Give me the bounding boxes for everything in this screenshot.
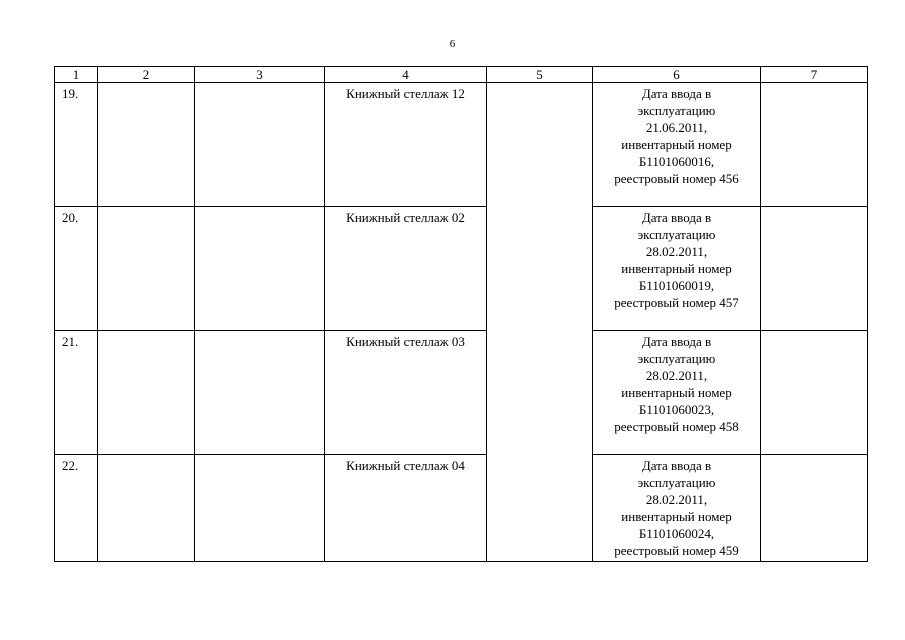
- item-details: [593, 207, 761, 331]
- empty-cell: [761, 207, 868, 331]
- empty-cell: [98, 83, 195, 207]
- empty-cell: [761, 331, 868, 455]
- item-details: [593, 83, 761, 207]
- detail-line: Б1101060019,: [638, 278, 715, 293]
- detail-line: реестровый номер 458: [614, 419, 739, 434]
- column-header: 3: [195, 67, 325, 83]
- empty-cell: [98, 207, 195, 331]
- column-header: 7: [761, 67, 868, 83]
- empty-cell: [195, 83, 325, 207]
- row-number: 19.: [55, 83, 98, 207]
- column-header: 2: [98, 67, 195, 83]
- empty-cell: [98, 331, 195, 455]
- detail-line: реестровый номер 457: [614, 295, 739, 310]
- detail-line: инвентарный номер: [621, 261, 732, 276]
- row-number: 20.: [55, 207, 98, 331]
- table-row: [55, 331, 868, 455]
- empty-cell: [98, 455, 195, 562]
- empty-cell: [195, 207, 325, 331]
- merged-column-5-cell: [487, 83, 593, 562]
- column-header: 1: [55, 67, 98, 83]
- detail-line: эксплуатацию: [637, 227, 716, 242]
- detail-line: Дата ввода в: [641, 334, 712, 349]
- empty-cell: [761, 83, 868, 207]
- detail-line: инвентарный номер: [621, 137, 732, 152]
- detail-line: 21.06.2011,: [645, 120, 708, 135]
- detail-line: эксплуатацию: [637, 103, 716, 118]
- column-header: 5: [487, 67, 593, 83]
- detail-line: эксплуатацию: [637, 475, 716, 490]
- header-row: [55, 67, 868, 83]
- detail-line: Дата ввода в: [641, 86, 712, 101]
- page-number: 6: [449, 38, 456, 50]
- detail-line: реестровый номер 459: [614, 543, 739, 558]
- column-header: 6: [593, 67, 761, 83]
- detail-line: Б1101060016,: [638, 154, 715, 169]
- detail-line: Б1101060023,: [638, 402, 715, 417]
- empty-cell: [195, 331, 325, 455]
- detail-line: 28.02.2011,: [645, 492, 708, 507]
- item-name: Книжный стеллаж 03: [325, 331, 487, 455]
- table-row: [55, 455, 868, 562]
- item-name: Книжный стеллаж 04: [325, 455, 487, 562]
- detail-line: 28.02.2011,: [645, 368, 708, 383]
- detail-line: реестровый номер 456: [614, 171, 739, 186]
- detail-line: Дата ввода в: [641, 210, 712, 225]
- row-number: 22.: [55, 455, 98, 562]
- row-number: 21.: [55, 331, 98, 455]
- detail-line: инвентарный номер: [621, 509, 732, 524]
- table-row: [55, 207, 868, 331]
- column-header: 4: [325, 67, 487, 83]
- detail-line: Дата ввода в: [641, 458, 712, 473]
- item-details: [593, 331, 761, 455]
- empty-cell: [761, 455, 868, 562]
- property-register-table: [54, 66, 868, 562]
- detail-line: инвентарный номер: [621, 385, 732, 400]
- empty-cell: [195, 455, 325, 562]
- detail-line: 28.02.2011,: [645, 244, 708, 259]
- detail-line: Б1101060024,: [638, 526, 715, 541]
- item-details: [593, 455, 761, 562]
- detail-line: эксплуатацию: [637, 351, 716, 366]
- item-name: Книжный стеллаж 12: [325, 83, 487, 207]
- item-name: Книжный стеллаж 02: [325, 207, 487, 331]
- table-row: [55, 83, 868, 207]
